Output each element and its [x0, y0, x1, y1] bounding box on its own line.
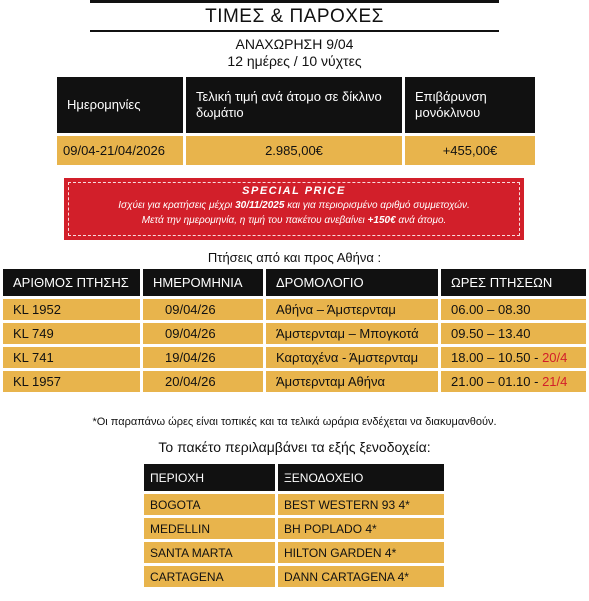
flight-times-text: 09.50 – 13.40 — [451, 326, 531, 341]
hotels-title: Το πακέτο περιλαμβάνει τα εξής ξενοδοχεία: — [158, 439, 431, 455]
flights-header-number: ΑΡΙΘΜΟΣ ΠΤΗΣΗΣ — [3, 269, 140, 296]
price-header-row — [57, 77, 535, 133]
price-double: 2.985,00€ — [186, 136, 402, 165]
hotels-header-hotel: ΞΕΝΟΔΟΧΕΙΟ — [278, 464, 444, 491]
flight-route: Καρταχένα - Άμστερνταμ — [266, 347, 438, 368]
price-header-dates: Ημερομηνίες — [57, 77, 183, 133]
special-line-2 — [64, 215, 524, 226]
price-header-single: Επιβάρυνση μονόκλινου — [405, 77, 535, 133]
price-header-double: Τελική τιμή ανά άτομο σε δίκλινο δωμάτιο — [186, 77, 402, 133]
hotel-area: SANTA MARTA — [144, 542, 275, 563]
flight-times — [441, 323, 586, 344]
price-single: +455,00€ — [405, 136, 535, 165]
hotels-table — [141, 461, 447, 590]
flights-title: Πτήσεις από και προς Αθήνα : — [207, 250, 382, 265]
hotel-name: DANN CARTAGENA 4* — [278, 566, 444, 587]
special-surcharge: +150€ — [367, 215, 396, 226]
price-dates: 09/04-21/04/2026 — [57, 136, 183, 165]
special-deadline: 30/11/2025 — [235, 200, 285, 211]
hotel-area: MEDELLIN — [144, 518, 275, 539]
flight-number: KL 1957 — [3, 371, 140, 392]
flight-date: 19/04/26 — [143, 347, 263, 368]
table-row — [144, 494, 444, 515]
table-row — [3, 323, 586, 344]
flight-number: KL 741 — [3, 347, 140, 368]
flight-route: Άμστερνταμ – Μπογκοτά — [266, 323, 438, 344]
hotel-name: BEST WESTERN 93 4* — [278, 494, 444, 515]
flight-number: KL 749 — [3, 323, 140, 344]
flight-route: Αθήνα – Άμστερνταμ — [266, 299, 438, 320]
flight-times — [441, 371, 586, 392]
hotel-name: HILTON GARDEN 4* — [278, 542, 444, 563]
special-line-2a: Μετά την ημερομηνία, η τιμή του πακέτου ανεβαίνει — [141, 215, 368, 226]
flights-table — [0, 266, 589, 395]
flights-header-route: ΔΡΟΜΟΛΟΓΙΟ — [266, 269, 438, 296]
hotels-header-row — [144, 464, 444, 491]
special-price-label: SPECIAL PRICE — [242, 185, 346, 197]
table-row — [144, 542, 444, 563]
flight-times — [441, 347, 586, 368]
flights-note: *Οι παραπάνω ώρες είναι τοπικές και τα τελικά ωράρια ενδέχεται να διακυμανθούν. — [92, 416, 497, 428]
table-row — [144, 566, 444, 587]
arrival-date-highlight: 20/4 — [542, 350, 568, 365]
table-row — [3, 347, 586, 368]
duration-text: 12 ημέρες / 10 νύχτες — [227, 53, 362, 69]
hotel-area: BOGOTA — [144, 494, 275, 515]
hotel-area: CARTAGENA — [144, 566, 275, 587]
flight-date: 09/04/26 — [143, 323, 263, 344]
price-table — [54, 74, 538, 168]
special-line-1 — [64, 200, 524, 211]
hotels-header-area: ΠΕΡΙΟΧΗ — [144, 464, 275, 491]
table-row — [3, 371, 586, 392]
flight-times-text: 18.00 – 10.50 - — [451, 350, 543, 365]
flights-header-row — [3, 269, 586, 296]
top-rule — [90, 0, 499, 3]
departure-text: ΑΝΑΧΩΡΗΣΗ 9/04 — [235, 36, 354, 52]
flight-number: KL 1952 — [3, 299, 140, 320]
price-row — [57, 136, 535, 165]
flight-times-text: 21.00 – 01.10 - — [451, 374, 543, 389]
special-line-2c: ανά άτομο. — [395, 215, 447, 226]
flight-route: Άμστερνταμ Αθήνα — [266, 371, 438, 392]
special-price-banner — [64, 178, 524, 240]
special-line-1a: Ισχύει για κρατήσεις μέχρι — [118, 200, 236, 211]
arrival-date-highlight: 21/4 — [542, 374, 568, 389]
flights-header-date: ΗΜΕΡΟΜΗΝΙΑ — [143, 269, 263, 296]
hotel-name: BH POPLADO 4* — [278, 518, 444, 539]
table-row — [144, 518, 444, 539]
table-row — [3, 299, 586, 320]
flight-date: 20/04/26 — [143, 371, 263, 392]
flights-header-times: ΩΡΕΣ ΠΤΗΣΕΩΝ — [441, 269, 586, 296]
flight-date: 09/04/26 — [143, 299, 263, 320]
flight-times — [441, 299, 586, 320]
special-line-1c: και για περιορισμένο αριθμό συμμετοχών. — [284, 200, 470, 211]
flight-times-text: 06.00 – 08.30 — [451, 302, 531, 317]
page-title: ΤΙΜΕΣ & ΠΑΡΟΧΕΣ — [90, 4, 499, 32]
